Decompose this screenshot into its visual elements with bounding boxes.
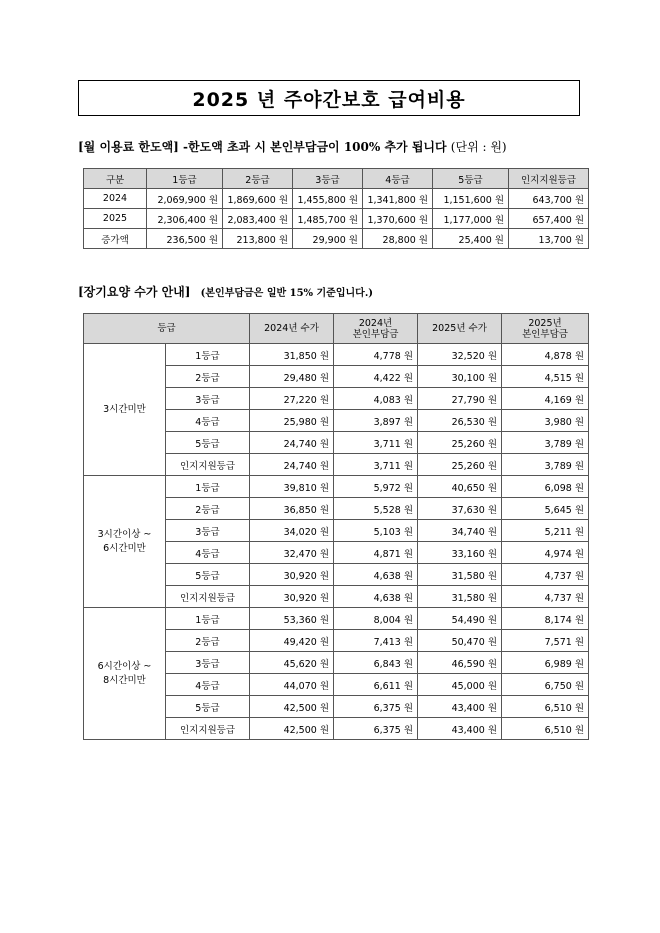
- copay-2024-cell: 3,897 원: [334, 410, 418, 432]
- column-header-copay-2025: [502, 314, 589, 344]
- copay-2025-cell: 4,515 원: [502, 366, 589, 388]
- grade-cell: 2등급: [166, 498, 250, 520]
- duration-group-line1: 3시간이상 ~: [97, 528, 152, 540]
- fee-2025-cell: 45,000 원: [418, 674, 502, 696]
- table-cell: 2,069,900 원: [147, 189, 223, 209]
- grade-cell: 인지지원등급: [166, 586, 250, 608]
- grade-cell: 2등급: [166, 630, 250, 652]
- copay-2025-line2: 본인부담금: [522, 328, 568, 340]
- column-header: 1등급: [147, 169, 223, 189]
- grade-cell: 5등급: [166, 432, 250, 454]
- table-cell: 13,700 원: [509, 229, 589, 249]
- copay-2024-cell: 4,638 원: [334, 586, 418, 608]
- copay-2024-line2: 본인부담금: [352, 328, 399, 340]
- grade-cell: 5등급: [166, 696, 250, 718]
- table-cell: 29,900 원: [293, 229, 363, 249]
- fee-2025-cell: 50,470 원: [418, 630, 502, 652]
- page-title: 2025 년 주야간보호 급여비용: [78, 80, 580, 116]
- fee-2025-cell: 37,630 원: [418, 498, 502, 520]
- table-cell: 25,400 원: [433, 229, 509, 249]
- fee-2024-cell: 36,850 원: [250, 498, 334, 520]
- fee-2024-cell: 30,920 원: [250, 586, 334, 608]
- copay-2024-cell: 5,972 원: [334, 476, 418, 498]
- table-row: [84, 476, 589, 498]
- grade-cell: 5등급: [166, 564, 250, 586]
- fee-2025-cell: 43,400 원: [418, 718, 502, 740]
- duration-group-line1: 3시간미만: [103, 403, 146, 415]
- copay-2025-cell: 5,645 원: [502, 498, 589, 520]
- table-header-row: [84, 314, 589, 344]
- duration-group-cell: [84, 608, 166, 740]
- table-cell: 28,800 원: [363, 229, 433, 249]
- grade-cell: 1등급: [166, 476, 250, 498]
- column-header-fee-2024: 2024년 수가: [250, 314, 334, 344]
- copay-2025-cell: 4,878 원: [502, 344, 589, 366]
- grade-cell: 4등급: [166, 542, 250, 564]
- copay-2024-cell: 4,083 원: [334, 388, 418, 410]
- copay-2024-line1: 2024년: [358, 317, 393, 329]
- fee-2024-cell: 53,360 원: [250, 608, 334, 630]
- grade-cell: 4등급: [166, 410, 250, 432]
- copay-2025-cell: 4,974 원: [502, 542, 589, 564]
- monthly-limit-heading-text: [월 이용료 한도액] -한도액 초과 시 본인부담금이 100% 추가 됩니다: [78, 140, 447, 154]
- column-header: 2등급: [223, 169, 293, 189]
- table-cell: 1,341,800 원: [363, 189, 433, 209]
- duration-group-cell: [84, 476, 166, 608]
- long-term-care-table: [83, 313, 589, 740]
- copay-2025-cell: 6,989 원: [502, 652, 589, 674]
- fee-2025-cell: 32,520 원: [418, 344, 502, 366]
- grade-cell: 1등급: [166, 608, 250, 630]
- copay-2024-cell: 4,422 원: [334, 366, 418, 388]
- copay-2025-cell: 6,510 원: [502, 696, 589, 718]
- fee-2024-cell: 27,220 원: [250, 388, 334, 410]
- column-header-fee-2025: 2025년 수가: [418, 314, 502, 344]
- table-cell: 1,455,800 원: [293, 189, 363, 209]
- copay-2024-cell: 6,375 원: [334, 696, 418, 718]
- copay-2024-cell: 7,413 원: [334, 630, 418, 652]
- grade-cell: 3등급: [166, 520, 250, 542]
- table-row: [84, 189, 589, 209]
- duration-group-line2: 8시간미만: [103, 674, 146, 686]
- copay-2024-cell: 4,871 원: [334, 542, 418, 564]
- grade-cell: 4등급: [166, 674, 250, 696]
- duration-group-line2: 6시간미만: [103, 542, 146, 554]
- copay-2025-line1: 2025년: [528, 317, 562, 329]
- duration-group-cell: [84, 344, 166, 476]
- table-cell: 1,370,600 원: [363, 209, 433, 229]
- fee-2024-cell: 24,740 원: [250, 432, 334, 454]
- long-term-care-heading-text: [장기요양 수가 안내]: [78, 285, 191, 299]
- copay-2024-cell: 6,843 원: [334, 652, 418, 674]
- fee-2025-cell: 33,160 원: [418, 542, 502, 564]
- row-label: 2025: [84, 209, 147, 229]
- column-header-grade: 등급: [84, 314, 250, 344]
- copay-2025-cell: 4,737 원: [502, 564, 589, 586]
- fee-2024-cell: 45,620 원: [250, 652, 334, 674]
- fee-2024-cell: 42,500 원: [250, 718, 334, 740]
- column-header: 3등급: [293, 169, 363, 189]
- table-cell: 2,083,400 원: [223, 209, 293, 229]
- fee-2024-cell: 34,020 원: [250, 520, 334, 542]
- grade-cell: 3등급: [166, 388, 250, 410]
- table-cell: 1,485,700 원: [293, 209, 363, 229]
- fee-2025-cell: 31,580 원: [418, 564, 502, 586]
- fee-2025-cell: 31,580 원: [418, 586, 502, 608]
- column-header: 구분: [84, 169, 147, 189]
- grade-cell: 1등급: [166, 344, 250, 366]
- table-row: [84, 344, 589, 366]
- fee-2024-cell: 42,500 원: [250, 696, 334, 718]
- column-header-copay-2024: [334, 314, 418, 344]
- copay-2024-cell: 5,103 원: [334, 520, 418, 542]
- fee-2024-cell: 31,850 원: [250, 344, 334, 366]
- fee-2025-cell: 43,400 원: [418, 696, 502, 718]
- table-cell: 236,500 원: [147, 229, 223, 249]
- grade-cell: 3등급: [166, 652, 250, 674]
- fee-2025-cell: 34,740 원: [418, 520, 502, 542]
- fee-2024-cell: 25,980 원: [250, 410, 334, 432]
- table-cell: 2,306,400 원: [147, 209, 223, 229]
- table-cell: 1,151,600 원: [433, 189, 509, 209]
- copay-2025-cell: 3,789 원: [502, 432, 589, 454]
- fee-2025-cell: 54,490 원: [418, 608, 502, 630]
- fee-2024-cell: 29,480 원: [250, 366, 334, 388]
- fee-2025-cell: 30,100 원: [418, 366, 502, 388]
- table-cell: 213,800 원: [223, 229, 293, 249]
- duration-group-line1: 6시간이상 ~: [97, 660, 152, 672]
- grade-cell: 인지지원등급: [166, 454, 250, 476]
- copay-2024-cell: 8,004 원: [334, 608, 418, 630]
- table-header-row: [84, 169, 589, 189]
- fee-2024-cell: 44,070 원: [250, 674, 334, 696]
- fee-2025-cell: 25,260 원: [418, 454, 502, 476]
- copay-2025-cell: 6,098 원: [502, 476, 589, 498]
- table-cell: 657,400 원: [509, 209, 589, 229]
- fee-2024-cell: 32,470 원: [250, 542, 334, 564]
- copay-2025-cell: 5,211 원: [502, 520, 589, 542]
- long-term-care-heading: [78, 283, 373, 300]
- copay-2025-cell: 6,750 원: [502, 674, 589, 696]
- row-label: 2024: [84, 189, 147, 209]
- table-row: [84, 209, 589, 229]
- copay-2024-cell: 4,778 원: [334, 344, 418, 366]
- fee-2024-cell: 49,420 원: [250, 630, 334, 652]
- copay-2025-cell: 4,169 원: [502, 388, 589, 410]
- copay-2024-cell: 3,711 원: [334, 432, 418, 454]
- column-header: 4등급: [363, 169, 433, 189]
- column-header: 인지지원등급: [509, 169, 589, 189]
- table-row: [84, 608, 589, 630]
- copay-2024-cell: 5,528 원: [334, 498, 418, 520]
- fee-2025-cell: 40,650 원: [418, 476, 502, 498]
- fee-2025-cell: 26,530 원: [418, 410, 502, 432]
- table-cell: 643,700 원: [509, 189, 589, 209]
- monthly-limit-heading: [78, 138, 507, 155]
- copay-2024-cell: 3,711 원: [334, 454, 418, 476]
- fee-2024-cell: 24,740 원: [250, 454, 334, 476]
- table-cell: 1,177,000 원: [433, 209, 509, 229]
- fee-2024-cell: 39,810 원: [250, 476, 334, 498]
- copay-2025-cell: 3,789 원: [502, 454, 589, 476]
- copay-2025-cell: 6,510 원: [502, 718, 589, 740]
- fee-2025-cell: 25,260 원: [418, 432, 502, 454]
- fee-2025-cell: 46,590 원: [418, 652, 502, 674]
- fee-2025-cell: 27,790 원: [418, 388, 502, 410]
- monthly-limit-table: [83, 168, 589, 249]
- column-header: 5등급: [433, 169, 509, 189]
- table-cell: 1,869,600 원: [223, 189, 293, 209]
- table-row: [84, 229, 589, 249]
- copay-2024-cell: 4,638 원: [334, 564, 418, 586]
- copay-note: (본인부담금은 일반 15% 기준입니다.): [200, 288, 374, 299]
- copay-2025-cell: 8,174 원: [502, 608, 589, 630]
- unit-label: (단위 : 원): [450, 140, 507, 154]
- grade-cell: 인지지원등급: [166, 718, 250, 740]
- copay-2025-cell: 3,980 원: [502, 410, 589, 432]
- fee-2024-cell: 30,920 원: [250, 564, 334, 586]
- copay-2025-cell: 7,571 원: [502, 630, 589, 652]
- copay-2025-cell: 4,737 원: [502, 586, 589, 608]
- grade-cell: 2등급: [166, 366, 250, 388]
- row-label: 증가액: [84, 229, 147, 249]
- copay-2024-cell: 6,375 원: [334, 718, 418, 740]
- copay-2024-cell: 6,611 원: [334, 674, 418, 696]
